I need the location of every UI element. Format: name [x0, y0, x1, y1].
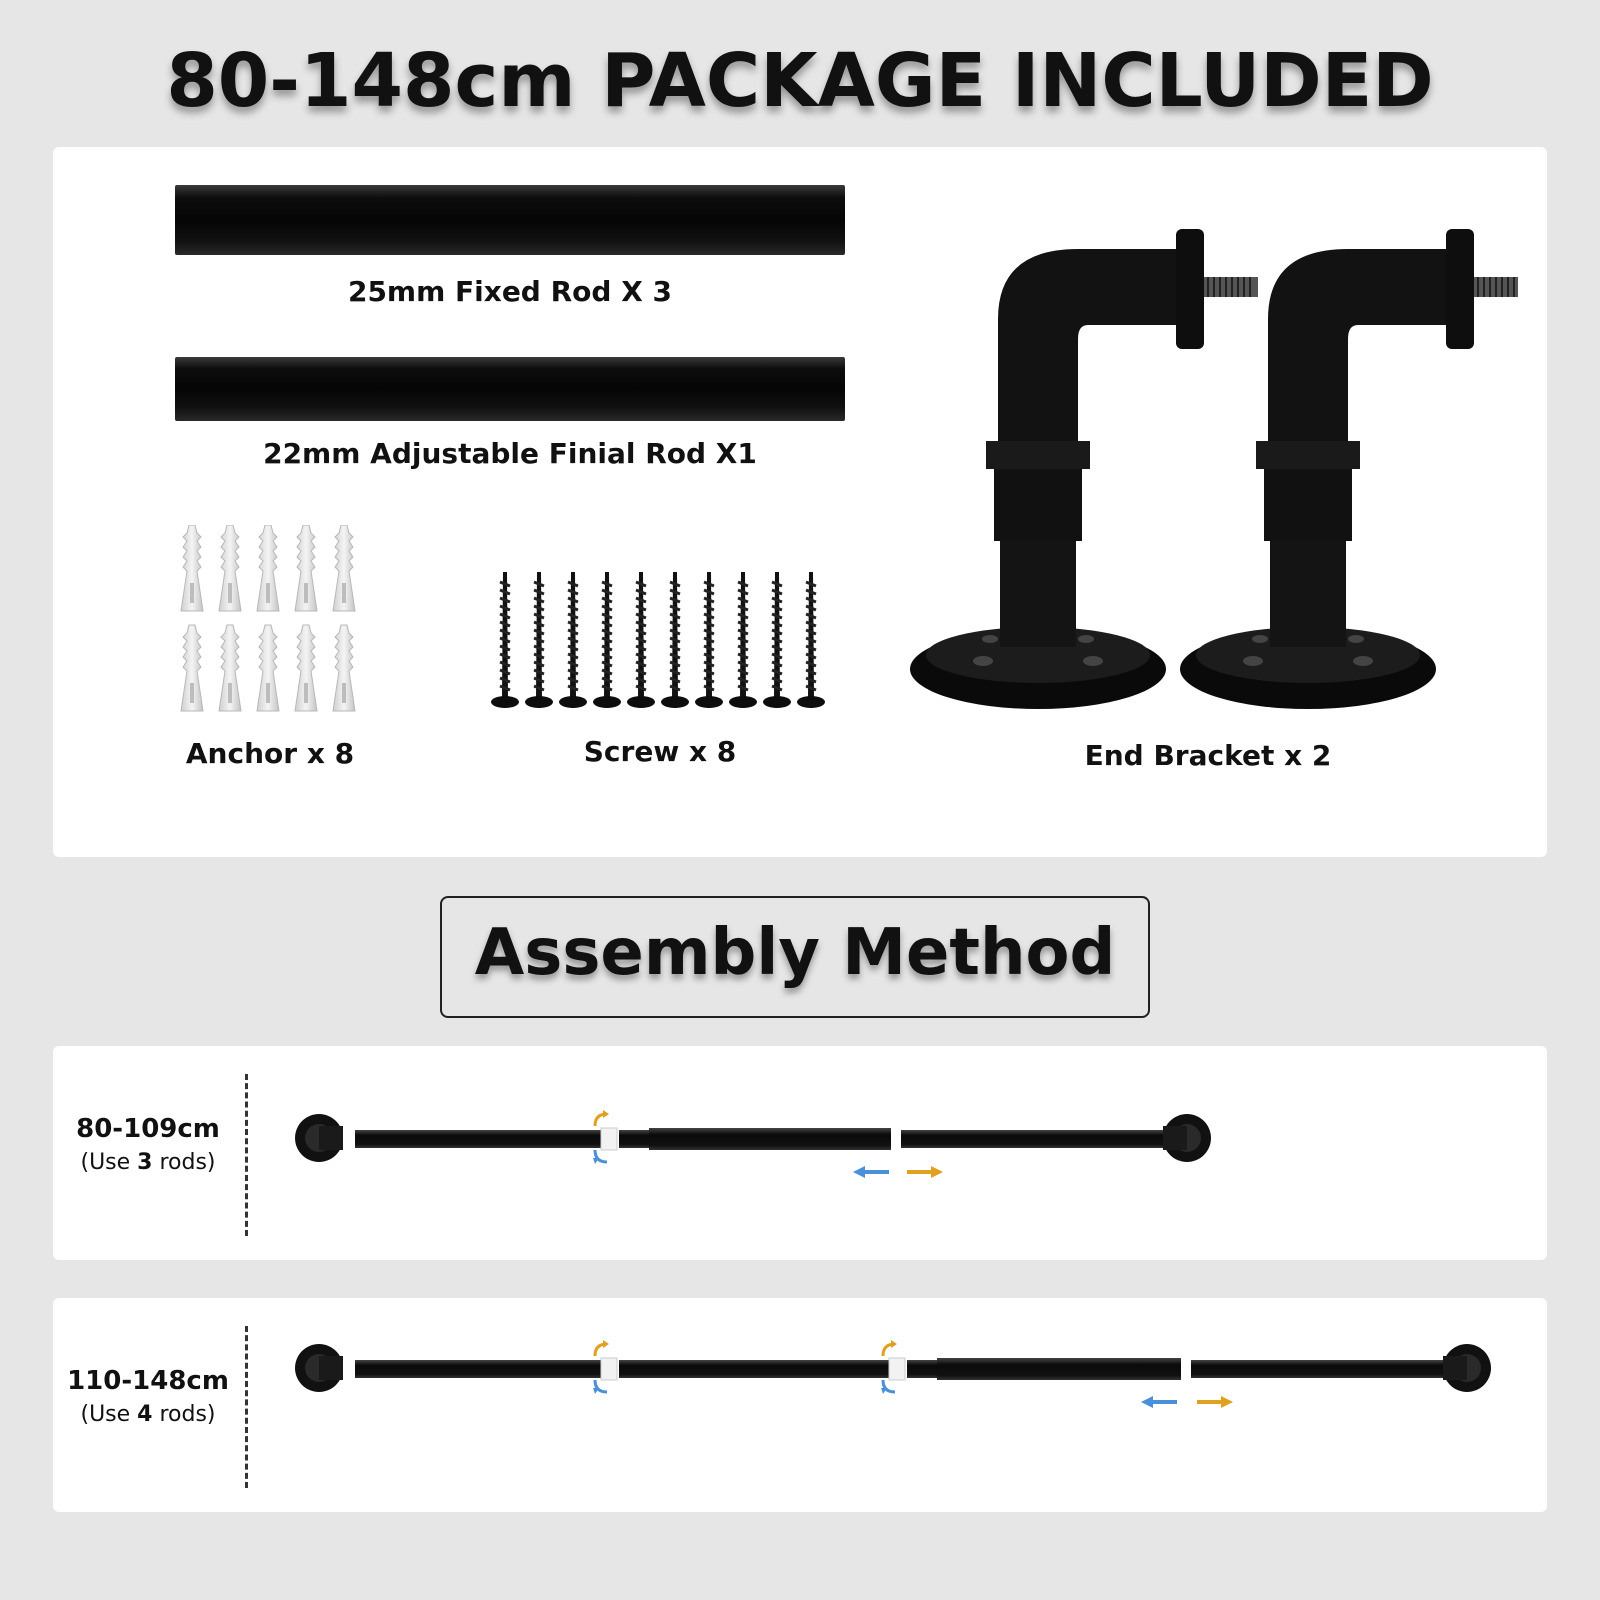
method-range: 110-148cm [67, 1366, 229, 1396]
assembly-header-box [440, 896, 1150, 1018]
dashed-divider [245, 1326, 248, 1488]
assembly-diagram-3-rods [293, 1106, 1293, 1206]
fixed-rod-image [175, 185, 845, 255]
adjustable-rod-image [175, 357, 845, 421]
anchor-label: Anchor x 8 [185, 737, 355, 770]
method-row-4-rods [53, 1298, 1547, 1512]
method-note: (Use 3 rods) [80, 1150, 216, 1175]
method-note: (Use 4 rods) [80, 1402, 216, 1427]
package-panel [53, 147, 1547, 857]
anchor-image [175, 525, 365, 725]
bracket-label: End Bracket x 2 [1084, 739, 1332, 772]
screw-label: Screw x 8 [583, 735, 737, 768]
page-title: 80-148cm PACKAGE INCLUDED [166, 38, 1434, 124]
assembly-diagram-4-rods [293, 1336, 1543, 1436]
bracket-image [898, 229, 1518, 719]
method-range: 80-109cm [76, 1114, 220, 1144]
dashed-divider [245, 1074, 248, 1236]
method-range-block [53, 1366, 243, 1427]
adjustable-rod-label: 22mm Adjustable Finial Rod X1 [263, 437, 757, 470]
fixed-rod-label: 25mm Fixed Rod X 3 [347, 275, 673, 308]
assembly-title: Assembly Method [474, 916, 1116, 990]
method-range-block [53, 1114, 243, 1175]
screw-image [488, 572, 833, 722]
method-row-3-rods [53, 1046, 1547, 1260]
